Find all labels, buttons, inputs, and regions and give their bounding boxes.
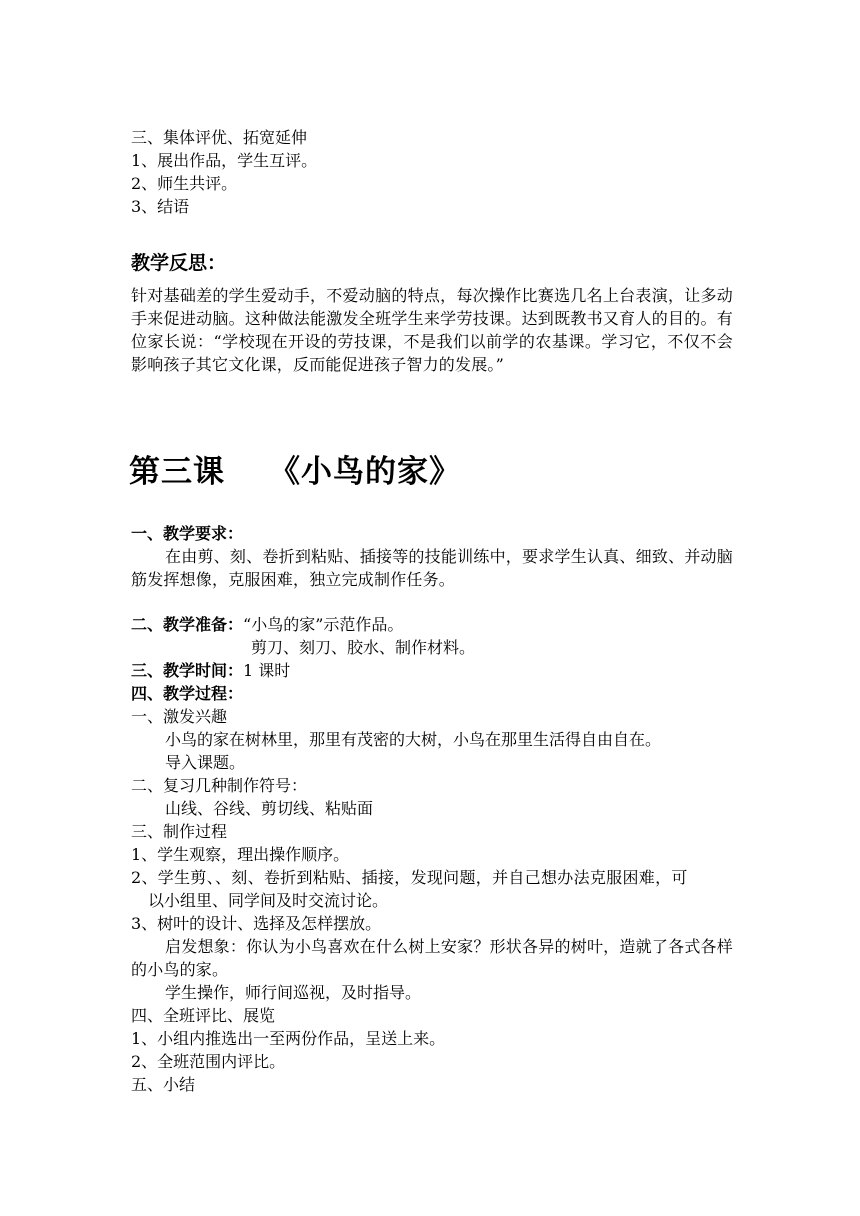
list-item: 2、全班范围内评比。 bbox=[131, 1052, 286, 1071]
preparation-label: 二、教学准备： bbox=[131, 615, 244, 634]
step-title: 二、复习几种制作符号： bbox=[131, 776, 308, 795]
list-item: 1、学生观察，理出操作顺序。 bbox=[131, 845, 350, 864]
reflection-body: 针对基础差的学生爱动手，不爱动脑的特点，每次操作比赛选几名上台表演，让多动手来促进动脑。这种做法能激发全班学生来学劳技课。达到既教书又育人的目的。有位家长说：“学校现在开设的劳技课，不是我们以前学的农基课。学习它，不仅不会影响孩子其它文化课，反而能促进孩子智力的发展。” bbox=[131, 286, 733, 374]
time-value: 1 课时 bbox=[243, 661, 291, 680]
lesson-name: 《小鸟的家》 bbox=[269, 454, 461, 490]
section-heading: 三、集体评优、拓宽延伸 bbox=[131, 128, 308, 147]
preparation-item: “小鸟的家”示范作品。 bbox=[243, 615, 404, 634]
list-item: 3、结语 bbox=[131, 197, 190, 216]
step-text: 启发想象：你认为小鸟喜欢在什么树上安家？形状各异的树叶，造就了各式各样的小鸟的家。 bbox=[131, 937, 733, 979]
list-item: 2、学生剪、、刻、卷折到粘贴、插接，发现问题，并自己想办法克服困难，可 bbox=[131, 868, 688, 887]
requirements-label: 一、教学要求： bbox=[131, 524, 244, 543]
step-text: 小鸟的家在树林里，那里有茂密的大树，小鸟在那里生活得自由自在。 bbox=[165, 730, 662, 749]
step-text: 导入课题。 bbox=[165, 753, 246, 772]
list-item: 1、小组内推选出一至两份作品，呈送上来。 bbox=[131, 1029, 446, 1048]
step-text: 山线、谷线、剪切线、粘贴面 bbox=[165, 799, 374, 818]
lesson-title bbox=[129, 452, 461, 492]
reflection-title: 教学反思： bbox=[131, 252, 227, 274]
process-label: 四、教学过程： bbox=[131, 684, 244, 703]
step-title: 一、激发兴趣 bbox=[131, 707, 228, 726]
time-line bbox=[131, 659, 290, 682]
list-item-continued: 以小组里、同学间及时交流讨论。 bbox=[148, 891, 389, 910]
step-title: 四、全班评比、展览 bbox=[131, 1006, 276, 1025]
step-title: 三、制作过程 bbox=[131, 822, 228, 841]
lesson-number: 第三课 bbox=[129, 454, 225, 490]
step-text: 学生操作，师行间巡视，及时指导。 bbox=[165, 983, 422, 1002]
time-label: 三、教学时间： bbox=[131, 661, 244, 680]
preparation-item: 剪刀、刻刀、胶水、制作材料。 bbox=[251, 638, 476, 657]
step-title: 五、小结 bbox=[131, 1075, 196, 1094]
list-item: 3、树叶的设计、选择及怎样摆放。 bbox=[131, 914, 382, 933]
requirements-text: 在由剪、刻、卷折到粘贴、插接等的技能训练中，要求学生认真、细致、并动脑筋发挥想像，克服困难，独立完成制作任务。 bbox=[131, 547, 733, 589]
preparation-line bbox=[131, 613, 403, 636]
list-item: 1、展出作品，学生互评。 bbox=[131, 151, 318, 170]
list-item: 2、师生共评。 bbox=[131, 174, 238, 193]
